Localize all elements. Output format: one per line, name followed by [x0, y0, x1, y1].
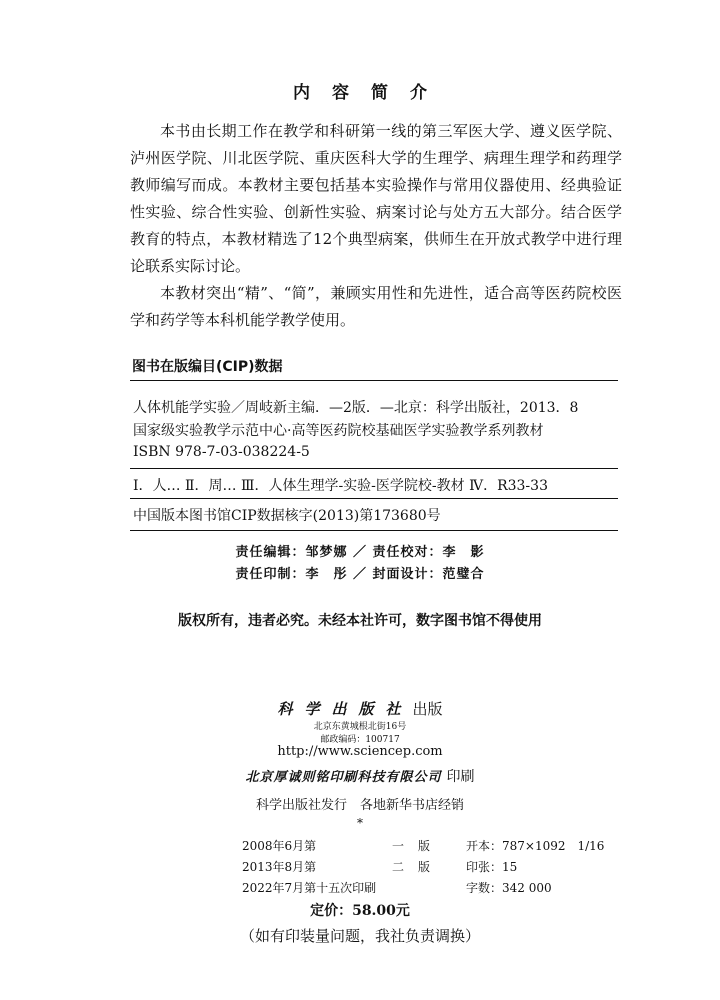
edition-unit: 版: [418, 860, 431, 874]
edition-spec: 开本：787×1092 1/16: [466, 839, 605, 853]
summary-title: 内容简介: [293, 83, 449, 103]
edition-unit: 版: [418, 839, 431, 853]
cip-heading: 图书在版编目(CIP)数据: [132, 359, 283, 375]
cip-line: ISBN 978-7-03-038224-5: [133, 444, 310, 460]
editors-line: 责任编辑：邹梦娜 ／ 责任校对：李 影: [235, 545, 485, 560]
edition-date: 2013年8月第: [242, 860, 317, 874]
price: 定价：58.00元: [310, 903, 410, 919]
cip-rule: [130, 498, 618, 499]
edition-date: 2008年6月第: [242, 839, 317, 853]
summary-paragraph: 本书由长期工作在教学和科研第一线的第三军医大学、遵义医学院、泸州医学院、川北医学院、重庆医科大学的生理学、病理生理学和药理学教师编写而成。本教材主要包括基本实验操作与常用仪器使用、经典验证性实验、综合性实验、创新性实验、病案讨论与处方五大部分。结合医学教育的特点，本教材精选了12个典型病案，供师生在开放式教学中进行理论联系实际讨论。: [130, 122, 622, 275]
cip-top-rule: [130, 380, 618, 381]
separator: *: [357, 816, 363, 830]
summary-text: [130, 118, 622, 334]
edition-number: 一: [392, 839, 405, 853]
cip-line: 人体机能学实验／周岐新主编．—2版．—北京：科学出版社，2013．8: [133, 400, 579, 416]
printer-name: 北京厚诚则铭印刷科技有限公司: [245, 770, 442, 785]
cip-line: 中国版本图书馆CIP数据核字(2013)第173680号: [133, 508, 441, 524]
edition-date: 2022年7月第十五次印刷: [242, 881, 377, 895]
edition-number: 二: [392, 860, 405, 874]
printer-suffix: 印刷: [446, 769, 475, 785]
publisher-suffix: 出版: [412, 700, 443, 718]
printer-line: [0, 766, 720, 786]
editors-line: 责任印制：李 彤 ／ 封面设计：范璧合: [235, 567, 485, 582]
edition-row: [242, 858, 616, 875]
summary-paragraph: 本教材突出“精”、“简”，兼顾实用性和先进性，适合高等医药院校医学和药学等本科机能学教学使用。: [130, 284, 622, 329]
edition-row: [242, 837, 616, 854]
publisher-url: http://www.sciencep.com: [277, 744, 443, 759]
edition-spec: 印张：15: [466, 860, 518, 874]
replacement-note: （如有印装量问题，我社负责调换）: [239, 927, 480, 945]
edition-row: [242, 879, 616, 896]
copyright-notice: 版权所有，违者必究。未经本社许可，数字图书馆不得使用: [178, 613, 542, 629]
cip-line: 国家级实验教学示范中心·高等医药院校基础医学实验教学系列教材: [133, 423, 544, 439]
cip-bottom-rule: [130, 530, 618, 531]
publisher-name: 科学出版社: [277, 700, 413, 718]
distribution-line: 科学出版社发行 各地新华书店经销: [255, 798, 464, 813]
cip-rule: [130, 468, 618, 469]
edition-spec: 字数：342 000: [466, 881, 552, 895]
publisher-line: [0, 698, 720, 719]
publisher-postcode: 邮政编码：100717: [320, 735, 400, 745]
cip-line: Ⅰ．人… Ⅱ．周… Ⅲ．人体生理学-实验-医学院校-教材 Ⅳ．R33-33: [133, 478, 548, 494]
publisher-address: 北京东黄城根北街16号: [313, 722, 407, 732]
